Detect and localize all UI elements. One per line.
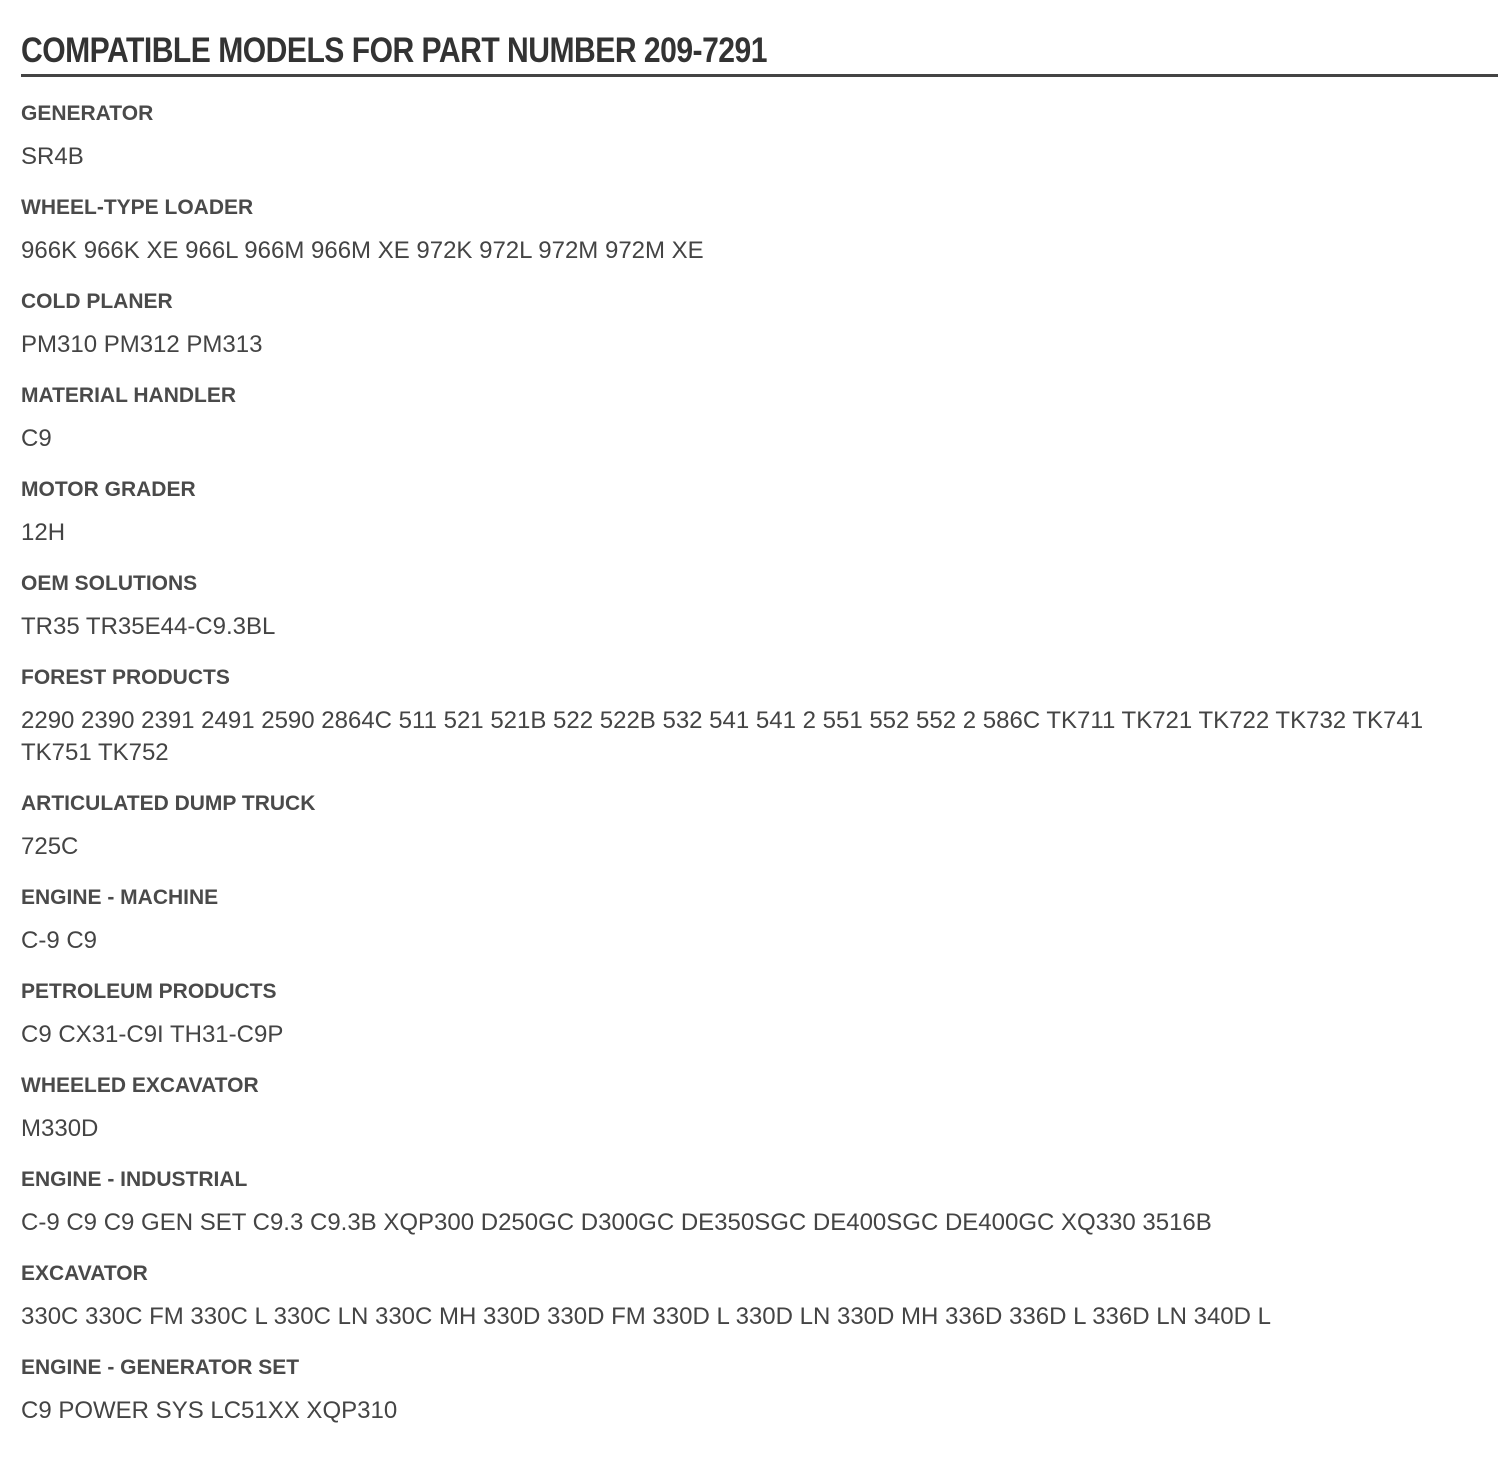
page-title: COMPATIBLE MODELS FOR PART NUMBER 209-7291 xyxy=(21,31,767,70)
category-heading: EXCAVATOR xyxy=(21,1262,148,1285)
compatible-models-section xyxy=(21,28,1498,1449)
category-heading: ENGINE - INDUSTRIAL xyxy=(21,1168,248,1191)
model-list: C-9 C9 C9 GEN SET C9.3 C9.3B XQP300 D250GC D300GC DE350SGC DE400SGC DE400GC XQ330 3516B xyxy=(21,1209,1212,1236)
category-heading: ENGINE - GENERATOR SET xyxy=(21,1356,300,1379)
model-list: M330D xyxy=(21,1115,99,1142)
category-heading: GENERATOR xyxy=(21,102,154,125)
model-group xyxy=(21,383,1498,455)
category-heading: MATERIAL HANDLER xyxy=(21,384,237,407)
category-heading: PETROLEUM PRODUCTS xyxy=(21,980,277,1003)
model-group xyxy=(21,979,1498,1051)
model-list: PM310 PM312 PM313 xyxy=(21,331,263,358)
model-group-list xyxy=(21,101,1498,1427)
model-group xyxy=(21,1261,1498,1333)
category-heading: MOTOR GRADER xyxy=(21,478,196,501)
model-group xyxy=(21,571,1498,643)
model-list: C9 CX31-C9I TH31-C9P xyxy=(21,1021,284,1048)
model-list: 966K 966K XE 966L 966M 966M XE 972K 972L 972M 972M XE xyxy=(21,237,704,264)
model-group xyxy=(21,791,1498,863)
category-heading: ENGINE - MACHINE xyxy=(21,886,219,909)
model-list: C-9 C9 xyxy=(21,927,98,954)
category-heading: WHEELED EXCAVATOR xyxy=(21,1074,259,1097)
model-list: 2290 2390 2391 2491 2590 2864C 511 521 521B 522 522B 532 541 541 2 551 552 552 2 586C TK711 TK721 TK722 TK732 TK741 TK751 TK752 xyxy=(21,707,1424,766)
model-group xyxy=(21,1355,1498,1427)
model-group xyxy=(21,101,1498,173)
model-list: C9 xyxy=(21,425,52,452)
model-list: 725C xyxy=(21,833,79,860)
model-group xyxy=(21,195,1498,267)
model-list: SR4B xyxy=(21,143,84,170)
model-list: 330C 330C FM 330C L 330C LN 330C MH 330D 330D FM 330D L 330D LN 330D MH 336D 336D L 336D LN 340D L xyxy=(21,1303,1271,1330)
category-heading: COLD PLANER xyxy=(21,290,173,313)
model-list: 12H xyxy=(21,519,66,546)
title-divider xyxy=(21,74,1498,77)
category-heading: OEM SOLUTIONS xyxy=(21,572,198,595)
category-heading: FOREST PRODUCTS xyxy=(21,666,230,689)
model-group xyxy=(21,665,1498,769)
model-list: C9 POWER SYS LC51XX XQP310 xyxy=(21,1397,398,1424)
model-group xyxy=(21,885,1498,957)
model-group xyxy=(21,289,1498,361)
model-group xyxy=(21,477,1498,549)
model-group xyxy=(21,1073,1498,1145)
category-heading: ARTICULATED DUMP TRUCK xyxy=(21,792,316,815)
model-group xyxy=(21,1167,1498,1239)
model-list: TR35 TR35E44-C9.3BL xyxy=(21,613,276,640)
category-heading: WHEEL-TYPE LOADER xyxy=(21,196,254,219)
